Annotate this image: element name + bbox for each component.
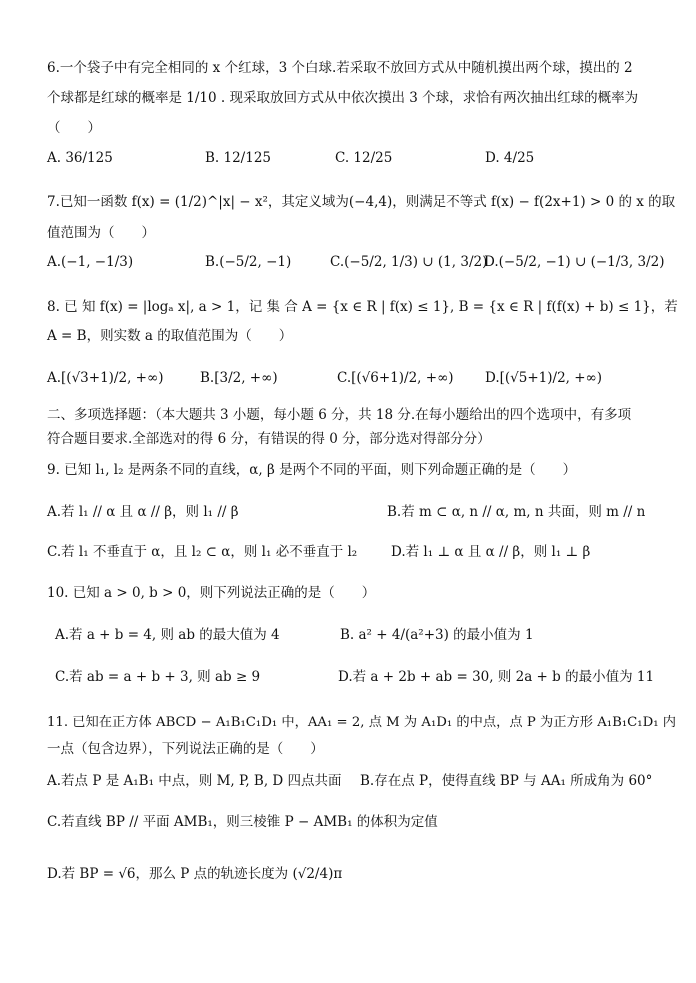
q7-option-b: B.(−5/2, −1) [205,254,292,270]
q8-option-a: A.[(√3+1)/2, +∞) [47,370,164,386]
q9-stem: 9. 已知 l₁, l₂ 是两条不同的直线，α, β 是两个不同的平面，则下列命题正确的是（ ） [47,462,577,478]
q9-option-c: C.若 l₁ 不垂直于 α，且 l₂ ⊂ α，则 l₁ 必不垂直于 l₂ [47,544,358,560]
q9-option-d: D.若 l₁ ⊥ α 且 α // β，则 l₁ ⊥ β [391,544,591,560]
q9-option-a: A.若 l₁ // α 且 α // β，则 l₁ // β [47,504,239,520]
q11-line-2: 一点（包含边界），下列说法正确的是（ ） [47,741,324,757]
q11-option-a: A.若点 P 是 A₁B₁ 中点，则 M, P, B, D 四点共面 [47,773,342,789]
q10-option-b: B. a² + 4/(a²+3) 的最小值为 1 [340,627,534,643]
q8-option-c: C.[(√6+1)/2, +∞) [337,370,454,386]
q8-line-1: 8. 已 知 f(x) = |logₐ x|, a > 1，记 集 合 A = {x ∈ R | f(x) ≤ 1}, B = {x ∈ R | f(f(x) + b) ≤ 1}，若 [47,299,678,315]
q7-option-a: A.(−1, −1/3) [47,254,134,270]
q7-line-1: 7.已知一函数 f(x) = (1/2)^|x| − x²，其定义域为(−4,4)，则满足不等式 f(x) − f(2x+1) > 0 的 x 的取 [47,194,676,210]
section-2-heading-line-2: 符合题目要求.全部选对的得 6 分，有错误的得 0 分，部分选对得部分分） [47,431,491,447]
q10-stem: 10. 已知 a > 0, b > 0，则下列说法正确的是（ ） [47,585,376,601]
q8-option-d: D.[(√5+1)/2, +∞) [485,370,603,386]
q6-option-b: B. 12/125 [205,150,271,166]
q9-option-b: B.若 m ⊂ α, n // α, m, n 共面，则 m // n [387,504,646,520]
q11-line-1: 11. 已知在正方体 ABCD − A₁B₁C₁D₁ 中，AA₁ = 2, 点 M 为 A₁D₁ 的中点，点 P 为正方形 A₁B₁C₁D₁ 内 [47,715,676,730]
q10-option-d: D.若 a + 2b + ab = 30, 则 2a + b 的最小值为 11 [338,669,655,685]
q10-option-c: C.若 ab = a + b + 3, 则 ab ≥ 9 [55,669,261,685]
q6-line-3: （ ） [47,120,101,136]
q6-option-a: A. 36/125 [47,150,113,166]
q11-option-d: D.若 BP = √6，那么 P 点的轨迹长度为 (√2/4)π [47,866,343,882]
q8-option-b: B.[3/2, +∞) [200,370,278,386]
q8-line-2: A = B，则实数 a 的取值范围为（ ） [47,328,293,344]
q6-option-d: D. 4/25 [485,150,535,166]
q6-line-2: 个球都是红球的概率是 1/10 . 现采取放回方式从中依次摸出 3 个球，求恰有两次抽出红球的概率为 [47,90,639,106]
q7-option-d: D.(−5/2, −1) ∪ (−1/3, 3/2) [484,254,665,270]
q10-option-a: A.若 a + b = 4, 则 ab 的最大值为 4 [55,627,280,643]
q11-option-b: B.存在点 P，使得直线 BP 与 AA₁ 所成角为 60° [360,773,653,789]
q6-line-1: 6.一个袋子中有完全相同的 x 个红球，3 个白球.若采取不放回方式从中随机摸出两个球，摸出的 2 [47,60,633,76]
q7-line-2: 值范围为（ ） [47,225,155,241]
section-2-heading-line-1: 二、多项选择题：（本大题共 3 小题，每小题 6 分，共 18 分.在每小题给出的四个选项中，有多项 [47,407,632,423]
q7-option-c: C.(−5/2, 1/3) ∪ (1, 3/2) [330,254,488,270]
q6-option-c: C. 12/25 [335,150,393,166]
q11-option-c: C.若直线 BP // 平面 AMB₁，则三棱锥 P − AMB₁ 的体积为定值 [47,814,438,830]
